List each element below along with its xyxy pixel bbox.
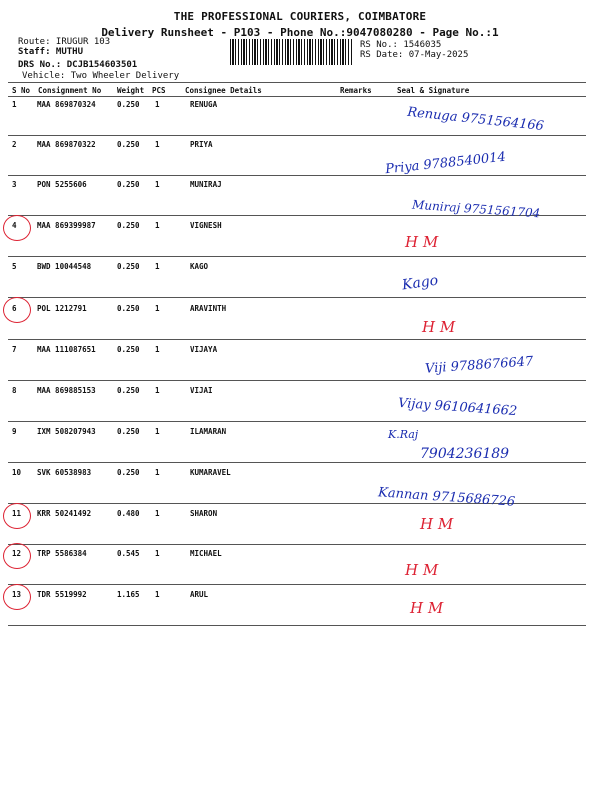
signature-11-initials: H M [420, 515, 454, 533]
route-label: Route: IRUGUR 103 [18, 37, 111, 47]
row-weight: 0.250 [117, 304, 140, 313]
row-pcs: 1 [155, 427, 160, 436]
col-sno: S No [12, 86, 31, 95]
row-pcs: 1 [155, 180, 160, 189]
row-pcs: 1 [155, 590, 160, 599]
row-consignment: MAA 869870322 [37, 140, 96, 149]
col-weight: Weight [117, 86, 145, 95]
row-pcs: 1 [155, 100, 160, 109]
signature-13: H M [410, 599, 444, 617]
row-divider [8, 625, 586, 626]
row-sno: 11 [12, 509, 22, 518]
signature-12: H M [405, 561, 439, 579]
row-sno: 3 [12, 180, 17, 189]
signature-9-phone: 7904236189 [420, 446, 510, 462]
col-consignment: Consignment No [38, 86, 102, 95]
row-sno: 8 [12, 386, 17, 395]
rs-date: RS Date: 07-May-2025 [360, 50, 469, 60]
signature-4: H M [405, 233, 439, 251]
row-divider [8, 297, 586, 298]
sno-circle-6 [3, 297, 31, 323]
rs-number: RS No.: 1546035 [360, 40, 442, 50]
row-sno: 4 [12, 221, 17, 230]
signature-1: Renuga 9751564166 [406, 104, 545, 135]
row-consignment: TDR 5519992 [37, 590, 87, 599]
row-consignee: SHARON [190, 509, 218, 518]
row-consignee: ARAVINTH [190, 304, 227, 313]
runsheet-subtitle: Delivery Runsheet - P103 - Phone No.:9047080280 - Page No.:1 [101, 26, 499, 39]
header-bottom-rule [8, 96, 586, 97]
signature-2: Priya 9788540014 [384, 149, 507, 178]
row-weight: 0.250 [117, 140, 140, 149]
row-sno: 1 [12, 100, 17, 109]
barcode [230, 39, 352, 65]
signature-9-name: K.Raj [388, 428, 419, 441]
row-divider [8, 175, 586, 176]
sno-circle-13 [3, 584, 31, 610]
row-consignee: VIGNESH [190, 221, 222, 230]
row-pcs: 1 [155, 221, 160, 230]
row-consignment: MAA 869885153 [37, 386, 96, 395]
row-sno: 6 [12, 304, 17, 313]
row-consignment: POL 1212791 [37, 304, 87, 313]
row-divider [8, 544, 586, 545]
row-consignee: ARUL [190, 590, 209, 599]
col-seal-signature: Seal & Signature [397, 86, 470, 95]
row-weight: 0.480 [117, 509, 140, 518]
row-divider [8, 135, 586, 136]
row-consignee: VIJAYA [190, 345, 218, 354]
col-consignee: Consignee Details [185, 86, 262, 95]
row-pcs: 1 [155, 262, 160, 271]
signature-7: Viji 9788676647 [424, 354, 534, 377]
row-sno: 9 [12, 427, 17, 436]
row-divider [8, 421, 586, 422]
drs-number: DRS No.: DCJB154603501 [18, 60, 138, 70]
row-pcs: 1 [155, 345, 160, 354]
row-consignee: KAGO [190, 262, 209, 271]
row-weight: 0.250 [117, 386, 140, 395]
company-title: THE PROFESSIONAL COURIERS, COIMBATORE [173, 10, 427, 23]
col-remarks: Remarks [340, 86, 372, 95]
row-consignee: RENUGA [190, 100, 218, 109]
row-pcs: 1 [155, 509, 160, 518]
row-pcs: 1 [155, 386, 160, 395]
row-weight: 0.250 [117, 180, 140, 189]
row-sno: 5 [12, 262, 17, 271]
vehicle-label: Vehicle: Two Wheeler Delivery [22, 71, 180, 81]
row-consignment: MAA 869399987 [37, 221, 96, 230]
row-sno: 7 [12, 345, 17, 354]
row-consignee: MUNIRAJ [190, 180, 222, 189]
row-divider [8, 584, 586, 585]
sno-circle-12 [3, 543, 31, 569]
row-pcs: 1 [155, 468, 160, 477]
row-divider [8, 462, 586, 463]
staff-label: Staff: MUTHU [18, 47, 84, 57]
row-sno: 10 [12, 468, 22, 477]
row-divider [8, 339, 586, 340]
row-divider [8, 380, 586, 381]
row-weight: 0.545 [117, 549, 140, 558]
row-consignment: KRR 50241492 [37, 509, 92, 518]
signature-5: Kago [401, 272, 440, 294]
row-pcs: 1 [155, 304, 160, 313]
row-consignment: IXM 508207943 [37, 427, 96, 436]
row-sno: 2 [12, 140, 17, 149]
signature-3: Muniraj 9751561704 [411, 197, 541, 221]
row-weight: 0.250 [117, 468, 140, 477]
row-consignment: PON 5255606 [37, 180, 87, 189]
sno-circle-4 [3, 215, 31, 241]
row-sno: 12 [12, 549, 22, 558]
signature-11: Kannan 9715686726 [377, 485, 516, 510]
row-weight: 0.250 [117, 262, 140, 271]
col-pcs: PCS [152, 86, 166, 95]
row-consignment: BWD 10044548 [37, 262, 92, 271]
row-consignee: VIJAI [190, 386, 213, 395]
row-weight: 0.250 [117, 100, 140, 109]
row-consignment: MAA 111087651 [37, 345, 96, 354]
row-sno: 13 [12, 590, 22, 599]
row-consignee: PRIYA [190, 140, 213, 149]
row-consignee: KUMARAVEL [190, 468, 231, 477]
row-consignee: MICHAEL [190, 549, 222, 558]
signature-8: Vijay 9610641662 [397, 395, 518, 420]
row-consignee: ILAMARAN [190, 427, 227, 436]
row-consignment: MAA 869870324 [37, 100, 96, 109]
signature-6: H M [422, 318, 456, 336]
row-consignment: SVK 60538983 [37, 468, 92, 477]
sno-circle-11 [3, 503, 31, 529]
header-top-rule [8, 82, 586, 83]
row-consignment: TRP 5586384 [37, 549, 87, 558]
row-weight: 1.165 [117, 590, 140, 599]
row-weight: 0.250 [117, 345, 140, 354]
row-pcs: 1 [155, 140, 160, 149]
row-divider [8, 256, 586, 257]
row-weight: 0.250 [117, 427, 140, 436]
row-weight: 0.250 [117, 221, 140, 230]
row-pcs: 1 [155, 549, 160, 558]
